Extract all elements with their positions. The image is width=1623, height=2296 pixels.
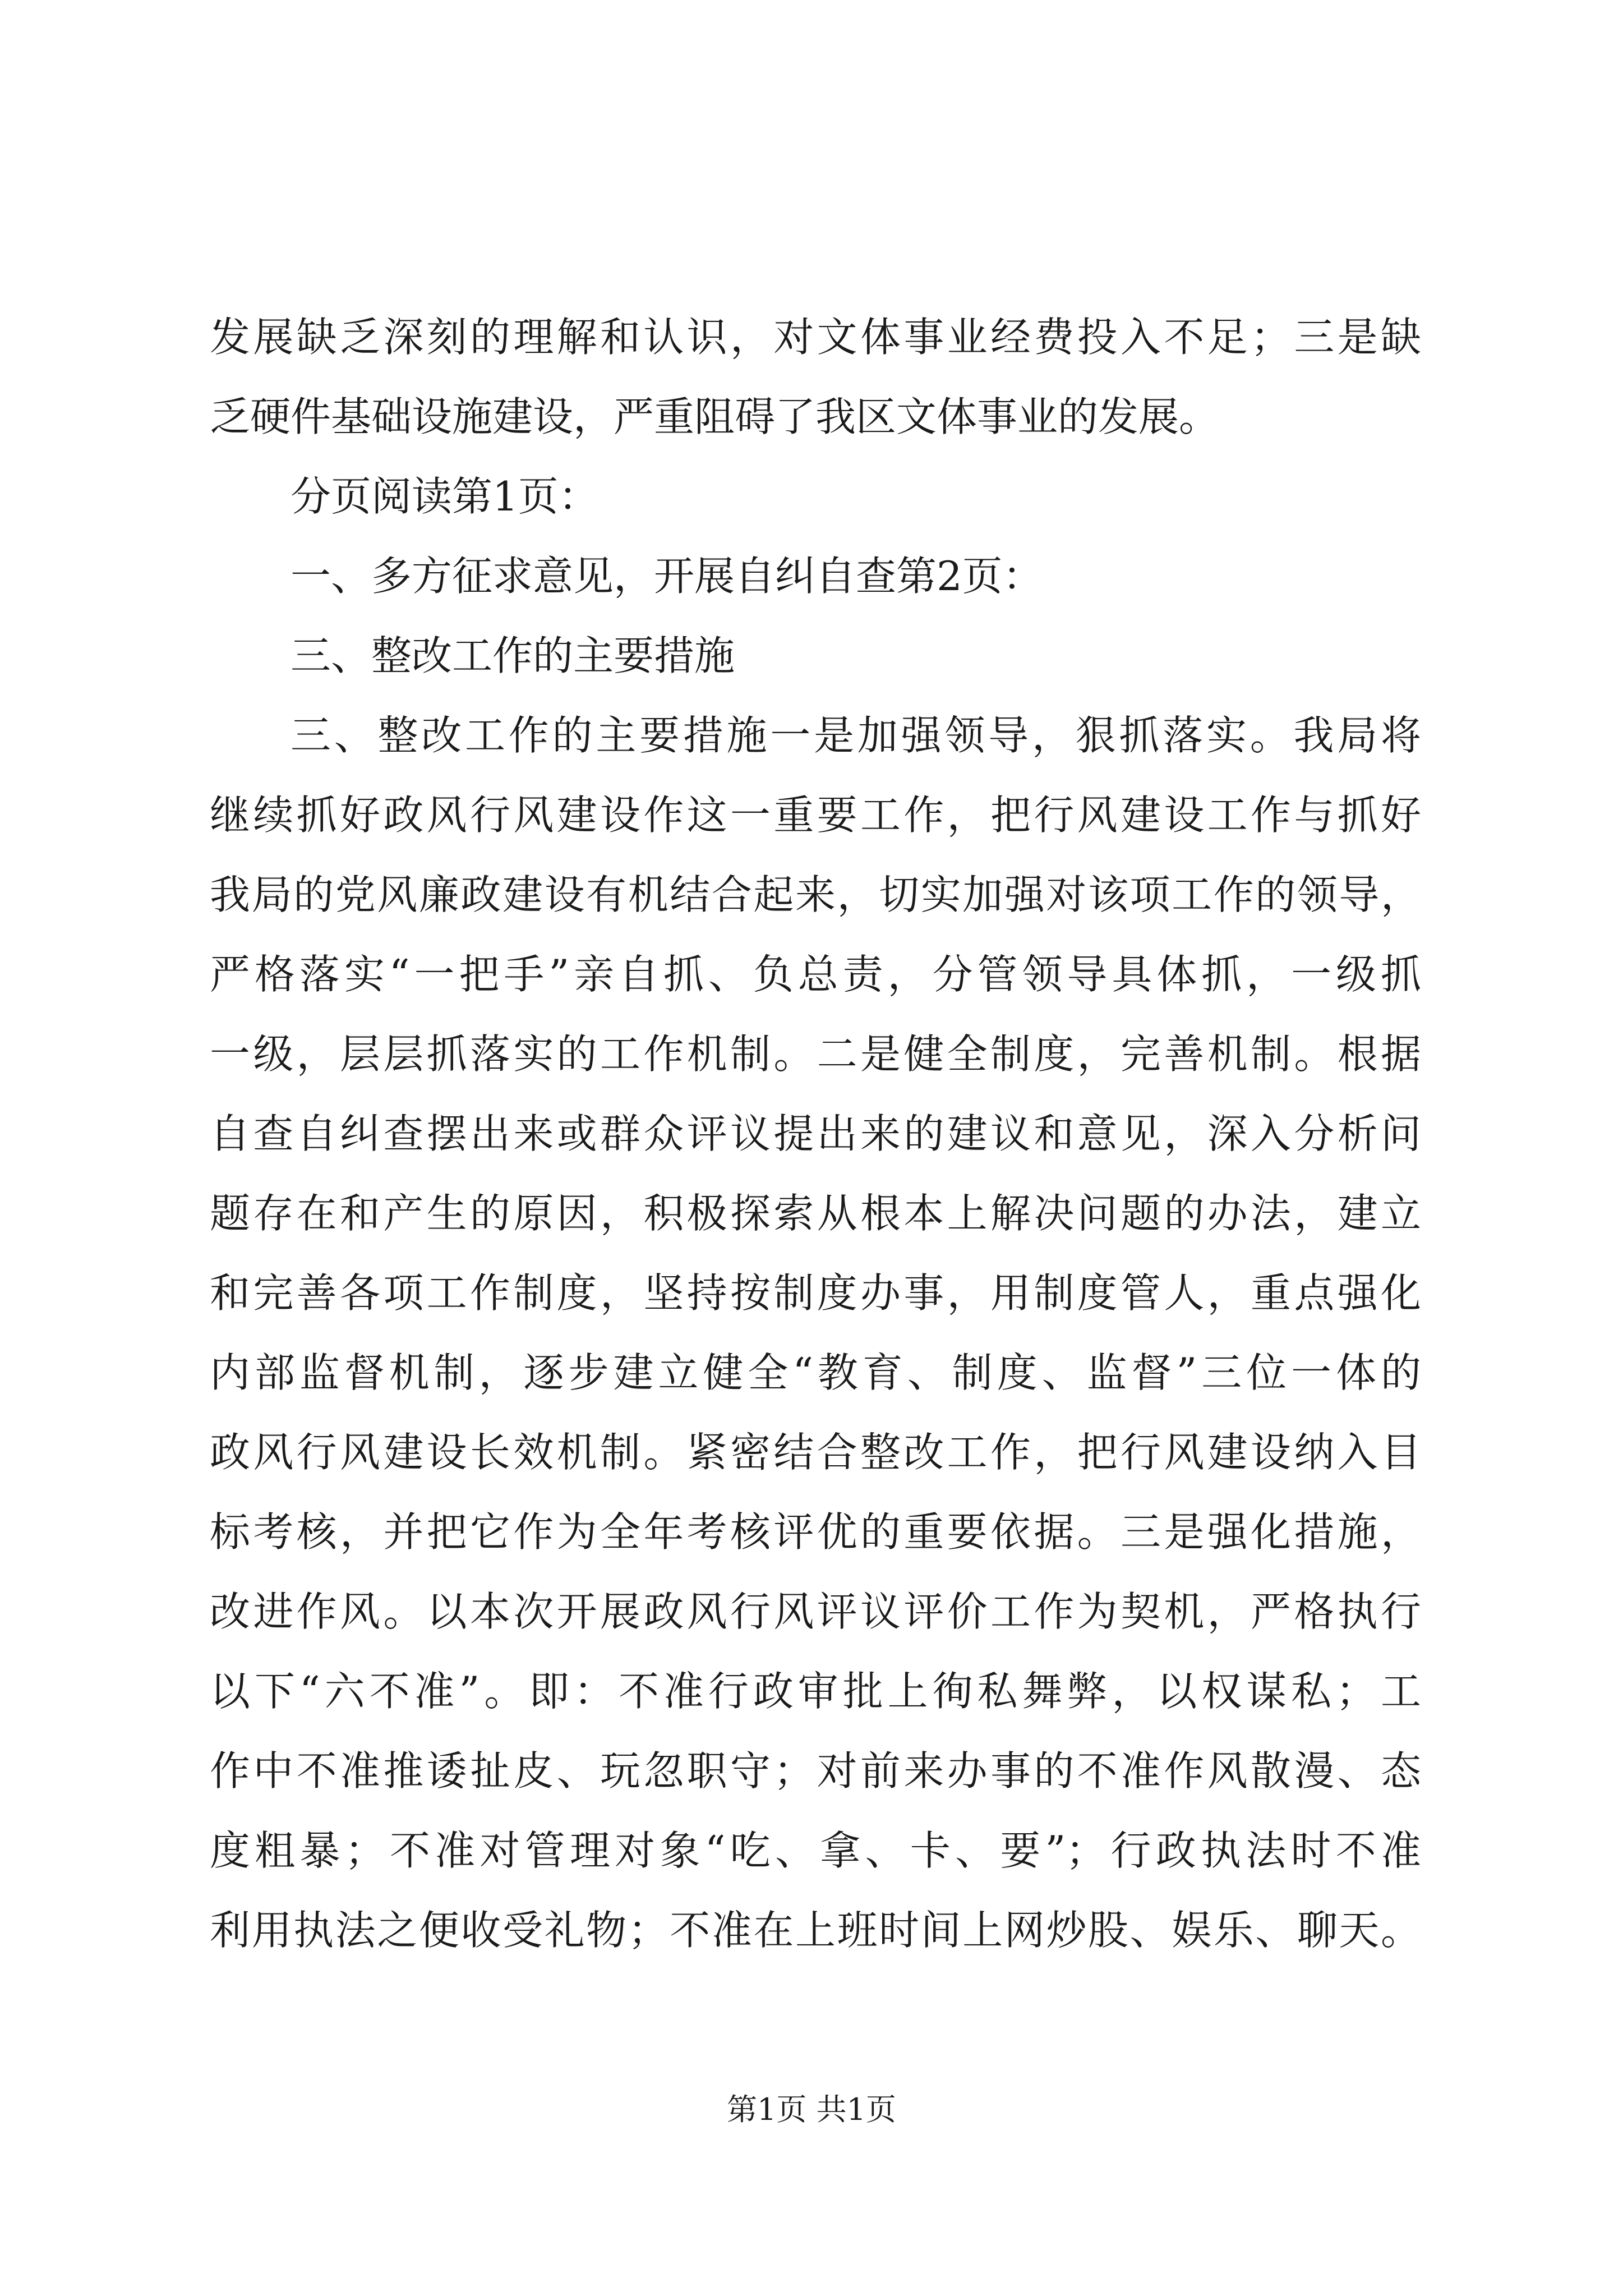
text-line: 利用执法之便收受礼物；不准在上班时间上网炒股、娱乐、聊天。	[210, 1907, 1421, 1954]
text-line: 自查自纠查摆出来或群众评议提出来的建议和意见，深入分析问	[210, 1110, 1421, 1157]
text-line: 三、整改工作的主要措施一是加强领导，狠抓落实。我局将	[291, 712, 1421, 759]
text-line: 分页阅读第1页：	[291, 473, 599, 520]
text-line: 政风行风建设长效机制。紧密结合整改工作，把行风建设纳入目	[210, 1429, 1421, 1476]
document-body	[210, 297, 1421, 1970]
text-line: 题存在和产生的原因，积极探索从根本上解决问题的办法，建立	[210, 1190, 1421, 1237]
text-line: 标考核，并把它作为全年考核评优的重要依据。三是强化措施，	[210, 1508, 1421, 1556]
text-line: 改进作风。以本次开展政风行风评议评价工作为契机，严格执行	[210, 1588, 1421, 1635]
text-line: 一、多方征求意见，开展自纠自查第2页：	[291, 553, 1043, 600]
text-line: 和完善各项工作制度，坚持按制度办事，用制度管人，重点强化	[210, 1269, 1421, 1317]
text-line: 度粗暴；不准对管理对象“吃、拿、卡、要”；行政执法时不准	[210, 1827, 1421, 1874]
text-line: 乏硬件基础设施建设，严重阻碍了我区文体事业的发展。	[210, 393, 1220, 440]
text-line: 作中不准推诿扯皮、玩忽职守；对前来办事的不准作风散漫、态	[210, 1747, 1421, 1795]
text-line: 发展缺乏深刻的理解和认识，对文体事业经费投入不足；三是缺	[210, 314, 1421, 361]
text-line: 严格落实“一把手”亲自抓、负总责，分管领导具体抓，一级抓	[210, 951, 1421, 998]
text-line: 一级，层层抓落实的工作机制。二是健全制度，完善机制。根据	[210, 1030, 1421, 1078]
page-number-footer: 第1页 共1页	[727, 2092, 896, 2127]
text-line: 以下“六不准”。即：不准行政审批上徇私舞弊，以权谋私；工	[210, 1668, 1421, 1715]
text-line: 三、整改工作的主要措施	[291, 632, 735, 679]
text-line: 内部监督机制，逐步建立健全“教育、制度、监督”三位一体的	[210, 1349, 1421, 1396]
text-line: 继续抓好政风行风建设作这一重要工作，把行风建设工作与抓好	[210, 792, 1421, 839]
text-line: 我局的党风廉政建设有机结合起来，切实加强对该项工作的领导，	[210, 871, 1421, 918]
